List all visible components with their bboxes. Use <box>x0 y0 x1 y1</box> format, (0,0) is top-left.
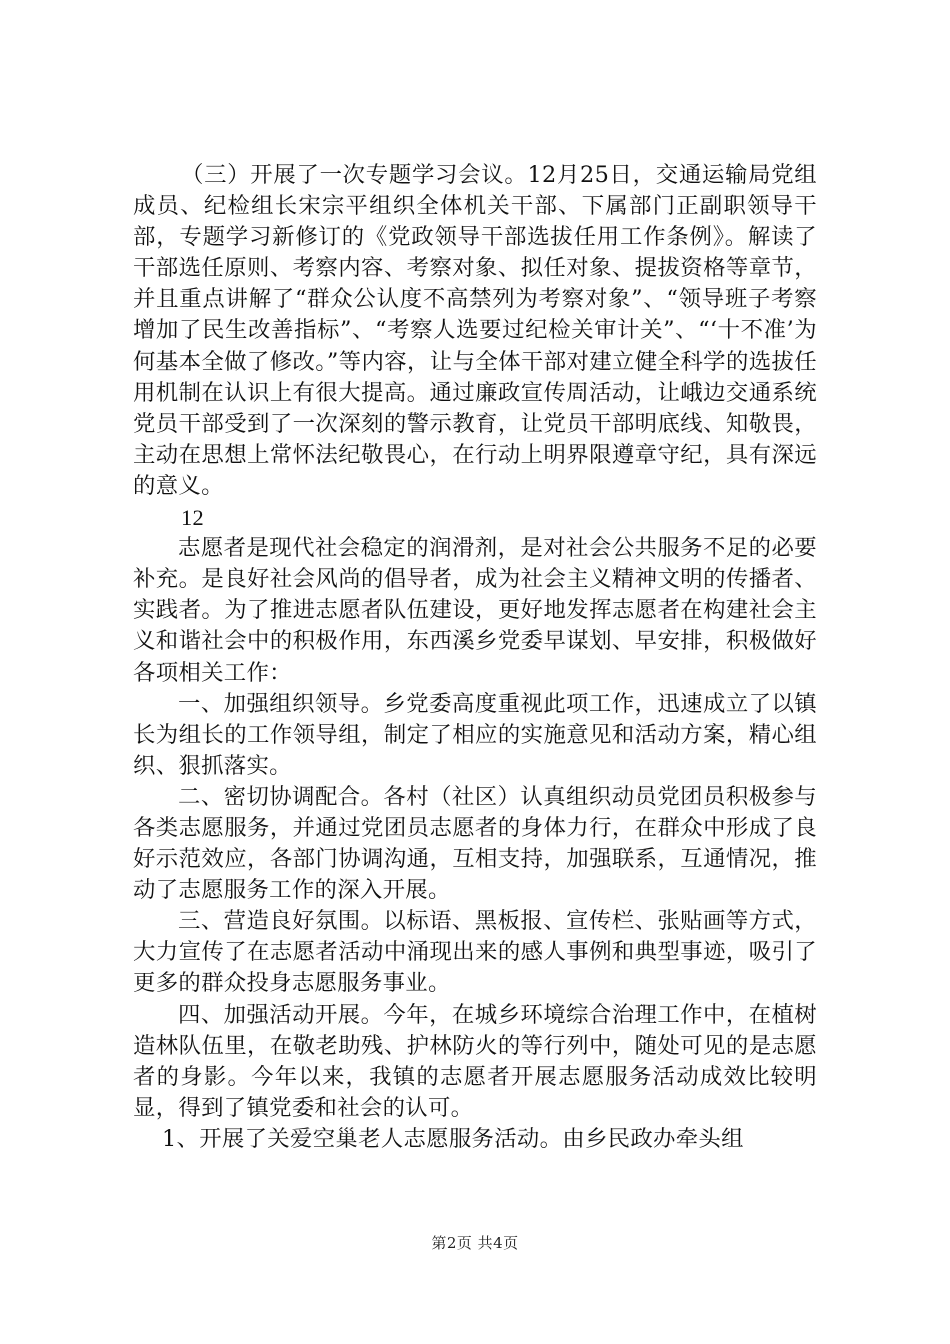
paragraph-volunteer-intro: 志愿者是现代社会稳定的润滑剂，是对社会公共服务不足的必要补充。是良好社会风尚的倡导者，成为社会主义精神文明的传播者、实践者。为了推进志愿者队伍建设，更好地发挥志愿者在构建社会主义和谐社会中的积极作用，东西溪乡党委早谋划、早安排，积极做好各项相关工作： <box>133 535 817 686</box>
page-number-footer: 第2页 共4页 <box>431 1234 519 1252</box>
paragraph-coordination: 二、密切协调配合。各村（社区）认真组织动员党团员积极参与各类志愿服务，并通过党团员志愿者的身体力行，在群众中形成了良好示范效应，各部门协调沟通，互相支持，加强联系，互通情况，推动了志愿服务工作的深入开展。 <box>133 783 817 904</box>
paragraph-organization-leadership: 一、加强组织领导。乡党委高度重视此项工作，迅速成立了以镇长为组长的工作领导组，制定了相应的实施意见和活动方案，精心组织、狠抓落实。 <box>133 690 817 779</box>
paragraph-atmosphere: 三、营造良好氛围。以标语、黑板报、宣传栏、张贴画等方式，大力宣传了在志愿者活动中涌现出来的感人事例和典型事迹，吸引了更多的群众投身志愿服务事业。 <box>133 908 817 997</box>
paragraph-study-meeting: （三）开展了一次专题学习会议。12月25日，交通运输局党组成员、纪检组长宋宗平组织全体机关干部、下属部门正副职领导干部，专题学习新修订的《党政领导干部选拔任用工作条例》。解读了干部选任原则、考察内容、考察对象、拟任对象、提拔资格等章节，并且重点讲解了“群众公认度不高禁列为考察对象”、“领导班子考察增加了民生改善指标”、“考察人选要过纪检关审计关”、“‘十不准’为何基本全做了修改。”等内容，让与全体干部对建立健全科学的选拔任用机制在认识上有很大提高。通过廉政宣传周活动，让峨边交通系统党员干部受到了一次深刻的警示教育，让党员干部明底线、知敬畏，主动在思想上常怀法纪敬畏心，在行动上明界限遵章守纪，具有深远的意义。 <box>133 162 817 499</box>
paragraph-elderly-care: 1、开展了关爱空巢老人志愿服务活动。由乡民政办牵头组 <box>162 1125 744 1152</box>
document-body <box>133 160 817 1155</box>
paragraph-number: 12 <box>181 505 204 531</box>
paragraph-activities: 四、加强活动开展。今年，在城乡环境综合治理工作中，在植树造林队伍里，在敬老助残、护林防火的等行列中，随处可见的是志愿者的身影。今年以来，我镇的志愿者开展志愿服务活动成效比较明显，得到了镇党委和社会的认可。 <box>133 1001 817 1121</box>
